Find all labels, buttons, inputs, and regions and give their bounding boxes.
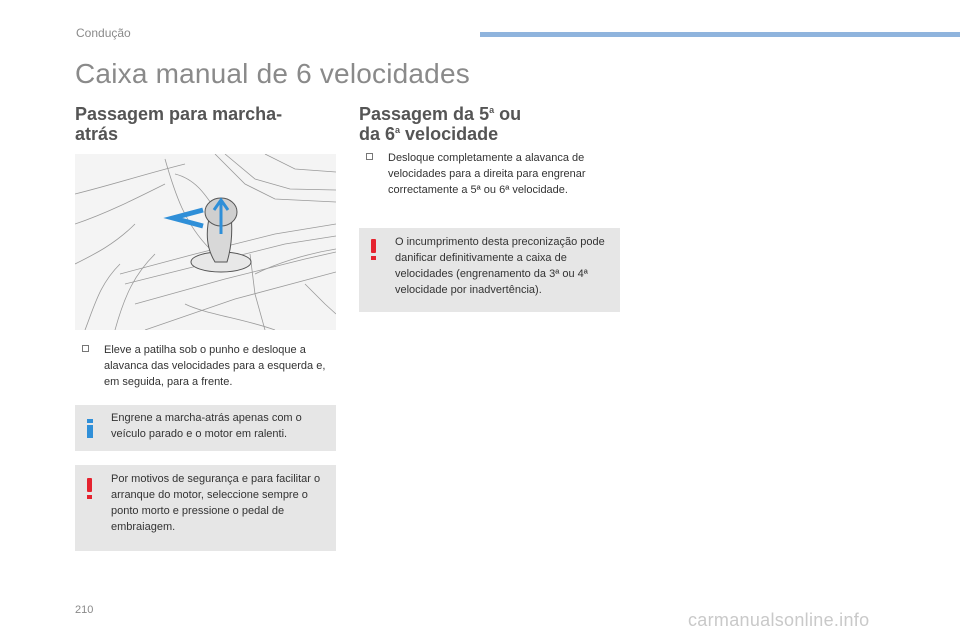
instruction-text: Eleve a patilha sob o punho e desloque a alavanca das velocidades para a esquerda e, em seguida, para a frente. bbox=[104, 344, 326, 388]
info-icon bbox=[87, 419, 93, 439]
checkbox-bullet-icon bbox=[82, 345, 89, 352]
page-number: 210 bbox=[75, 604, 94, 616]
warning-note-text: Por motivos de segurança e para facilitar o arranque do motor, seleccione sempre o ponto morto e pressione o pedal de embraiagem. bbox=[111, 473, 321, 533]
warning-icon bbox=[371, 239, 376, 261]
heading-part: Passagem da 5 bbox=[359, 104, 490, 124]
heading-reverse-gear: Passagem para marcha-atrás bbox=[75, 104, 283, 144]
instruction-text: Desloque completamente a alavanca de velocidades para a direita para engrenar correctamente a 5ª ou 6ª velocidade. bbox=[388, 152, 586, 196]
warning-note-reverse bbox=[75, 465, 336, 551]
info-note-text: Engrene a marcha-atrás apenas com o veículo parado e o motor em ralenti. bbox=[111, 412, 302, 440]
warning-note-fifth-sixth bbox=[359, 228, 620, 312]
warning-note-text: O incumprimento desta preconização pode danificar definitivamente a caixa de velocidades (engrenamento da 3ª ou 4ª velocidade por inadvertência). bbox=[395, 236, 605, 296]
checkbox-bullet-icon bbox=[366, 153, 373, 160]
watermark: carmanualsonline.info bbox=[688, 610, 870, 630]
heading-part: da 6 bbox=[359, 124, 396, 144]
section-label: Condução bbox=[76, 26, 131, 40]
warning-icon bbox=[87, 478, 92, 500]
heading-part: velocidade bbox=[400, 124, 499, 144]
gear-lever-drawing bbox=[75, 154, 336, 330]
heading-fifth-sixth-gear bbox=[359, 104, 609, 144]
info-note bbox=[75, 405, 336, 451]
fifth-sixth-instruction bbox=[366, 150, 616, 198]
header-accent-bar bbox=[480, 32, 960, 37]
heading-superscript: a bbox=[489, 105, 495, 115]
heading-part: ou bbox=[494, 104, 522, 124]
reverse-gear-instruction bbox=[82, 342, 336, 390]
heading-superscript: a bbox=[395, 125, 401, 135]
page-title: Caixa manual de 6 velocidades bbox=[75, 58, 470, 89]
gear-lever-illustration bbox=[75, 154, 336, 330]
